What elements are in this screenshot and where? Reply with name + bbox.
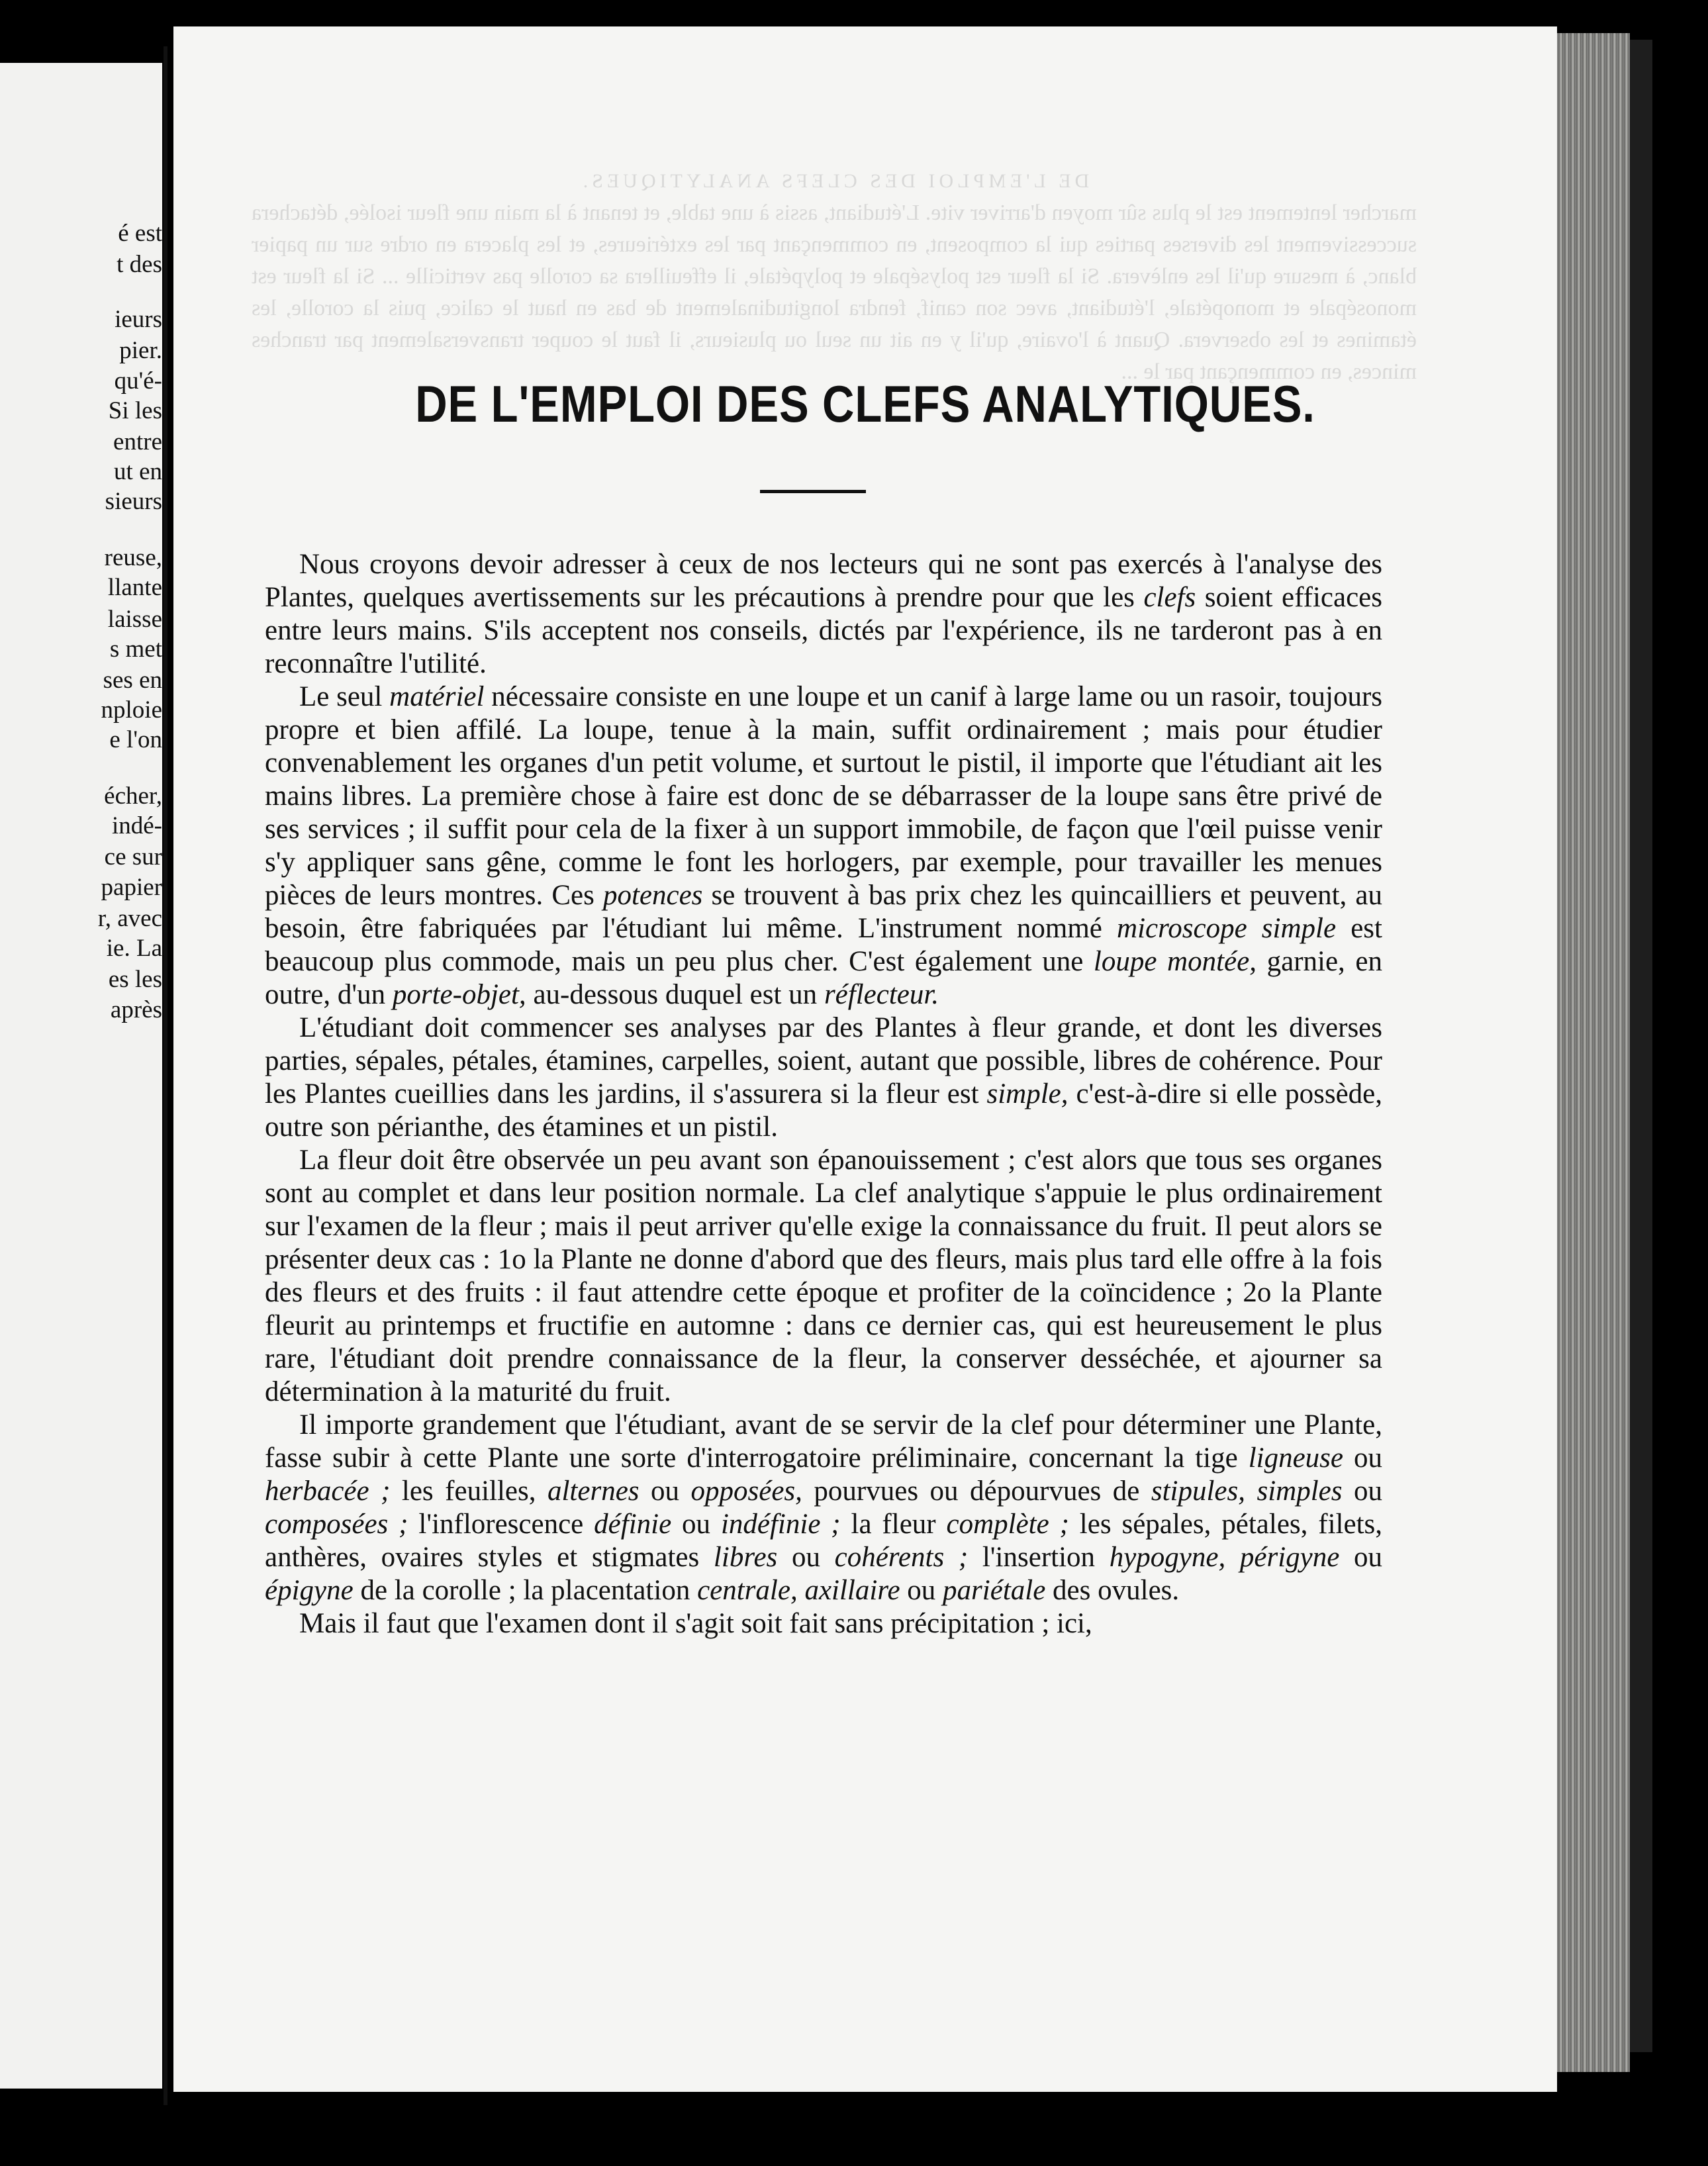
- italic-term: définie: [594, 1509, 672, 1540]
- text-run: Il importe grandement que l'étudiant, avant de se servir de la clef pour déterminer une Plante, fasse subir à cette Plante une sorte d'interrogatoire préliminaire, concernant la tige: [265, 1409, 1382, 1474]
- italic-term: pariétale: [943, 1575, 1046, 1606]
- book-gutter: [164, 46, 167, 2105]
- left-page-line: ie. La: [106, 935, 162, 962]
- left-page-line: pier.: [119, 337, 162, 364]
- left-page-line: écher,: [104, 782, 162, 810]
- paragraph: [265, 1012, 1382, 1144]
- text-run: au-dessous duquel est un: [526, 979, 824, 1010]
- left-page-line: e l'on: [109, 726, 162, 753]
- text-run: les sépales, pétales, filets, anthères, ovaires styles et stigmates: [265, 1509, 1383, 1573]
- text-run: de la corolle ; la placentation: [353, 1575, 698, 1606]
- book-cover-edge: [1630, 40, 1652, 2052]
- text-run: ou: [900, 1575, 943, 1606]
- left-page-line: laisse: [107, 606, 162, 633]
- text-run: Nous croyons devoir adresser à ceux de nos lecteurs qui ne sont pas exercés à l'analyse des Plantes, quelques avertissements sur les précautions à prendre pour que les: [265, 549, 1382, 613]
- italic-term: ligneuse: [1248, 1442, 1343, 1474]
- text-run: ou: [1343, 1442, 1383, 1474]
- bleed-body: marcher lentement est le plus sûr moyen d'arriver vite. L'étudiant, assis à une table, et tenant à la main une fleur isolée, détachera successivement les diverses parties qui la composent, en commençant par les extérieures, et les placera en ordre sur un papier blanc, à mesure qu'il les enlèvera. Si la fleur est polysépale et polypétale, il effeuillera sa corolle pas verticille ... Si la fleur est monosépale et monopétale, l'étudiant, avec son canif, fendra longitudinalement de bas en haut le calice, puis la corolle, les étamines et les observera. Quant à l'ovaire, qu'il y en ait un seul ou plusieurs, il faut le couper transversalement par tranches minces, en commençant par le ...: [252, 201, 1417, 384]
- text-run: les feuilles,: [390, 1476, 547, 1507]
- italic-term: indéfinie ;: [720, 1509, 841, 1540]
- left-page-line: ce sur: [104, 843, 162, 871]
- italic-term: herbacée ;: [265, 1476, 391, 1507]
- left-page-line: es les: [108, 966, 162, 993]
- italic-term: centrale, axillaire: [697, 1575, 900, 1606]
- left-page-line: ieurs: [115, 306, 162, 333]
- text-run: soient efficaces entre leurs mains. S'ils acceptent nos conseils, dictés par l'expérience, ils ne tarderont pas à en reconnaître l'utilité.: [265, 582, 1382, 679]
- left-page-line: sieurs: [105, 488, 162, 515]
- paragraph: [265, 1409, 1382, 1607]
- italic-term: opposées,: [690, 1476, 802, 1507]
- left-page-line: llante: [107, 574, 162, 601]
- text-run: l'insertion: [968, 1542, 1110, 1573]
- italic-term: loupe montée,: [1093, 946, 1257, 977]
- italic-term: matériel: [389, 681, 485, 712]
- italic-term: simple,: [986, 1078, 1068, 1109]
- italic-term: réflecteur.: [824, 979, 939, 1010]
- left-page-line: indé-: [111, 812, 162, 839]
- italic-term: clefs: [1143, 582, 1196, 613]
- left-page-line: papier: [101, 874, 162, 901]
- left-page-line: é est: [118, 220, 162, 247]
- italic-term: libres: [713, 1542, 778, 1573]
- title-rule: [760, 490, 866, 493]
- text-run: Mais il faut que l'examen dont il s'agit soit fait sans précipitation ; ici,: [299, 1608, 1092, 1639]
- italic-term: épigyne: [265, 1575, 354, 1606]
- paragraph: [265, 1144, 1382, 1409]
- text-run: ou: [639, 1476, 691, 1507]
- left-page-line: entre: [113, 428, 162, 455]
- italic-term: porte-objet,: [392, 979, 526, 1010]
- text-run: pourvues ou dépourvues de: [802, 1476, 1151, 1507]
- left-page-line: ses en: [103, 667, 162, 694]
- body-text: [265, 548, 1382, 1640]
- left-page-line: r, avec: [97, 905, 162, 932]
- paragraph: [265, 548, 1382, 681]
- text-run: la fleur: [840, 1509, 947, 1540]
- left-page-fragment: [0, 63, 162, 2089]
- text-run: se trouvent à bas prix chez les quincailliers et peuvent, au besoin, être fabriquées par l'étudiant lui même. L'instrument nommé: [265, 880, 1383, 944]
- bleed-running-head: DE L'EMPLOI DES CLEFS ANALYTIQUES.: [579, 170, 1090, 192]
- bleed-through-text: [252, 165, 1417, 523]
- text-run: La fleur doit être observée un peu avant son épanouissement ; c'est alors que tous ses organes sont au complet et dans leur position normale. La clef analytique s'appuie le plus ordinairement sur l'examen de la fleur ; mais il peut arriver qu'elle exige la connaissance du fruit. Il peut alors se présenter deux cas : 1o la Plante ne donne d'abord que des fleurs, mais plus tard elle offre à la fois des fleurs et des fruits : il faut attendre cette époque et profiter de la coïncidence ; 2o la Plante fleurit au printemps et fructifie en automne : dans ce dernier cas, qui est heureusement le plus rare, l'étudiant doit prendre connaissance de la fleur, la conserver desséchée, et ajourner sa détermination à la maturité du fruit.: [265, 1145, 1382, 1407]
- text-run: nécessaire consiste en une loupe et un canif à large lame ou un rasoir, toujours propre et bien affilé. La loupe, tenue à la main, suffit ordinairement ; mais pour étudier convenablement les organes d'un petit volume, et surtout le pistil, il importe que l'étudiant ait les mains libres. La première chose à faire est donc de se débarrasser de la loupe sans être privé de ses services ; il suffit pour cela de la fixer à un support immobile, de façon que l'œil puisse venir s'y appliquer sans gêne, comme le font les horlogers, par exemple, pour travailler les menues pièces de leurs montres. Ces: [265, 681, 1382, 911]
- page-edges: [1557, 33, 1630, 2072]
- page-title: DE L'EMPLOI DES CLEFS ANALYTIQUES.: [415, 375, 1315, 433]
- text-run: ou: [671, 1509, 721, 1540]
- text-run: garnie, en outre, d'un: [265, 946, 1383, 1010]
- text-run: L'étudiant doit commencer ses analyses par des Plantes à fleur grande, et dont les diverses parties, sépales, pétales, étamines, carpelles, soient, autant que possible, libres de cohérence. Pour les Plantes cueillies dans les jardins, il s'assurera si la fleur est: [265, 1012, 1382, 1109]
- text-run: ou: [777, 1542, 835, 1573]
- text-run: l'inflorescence: [408, 1509, 594, 1540]
- text-run: ou: [1342, 1476, 1382, 1507]
- text-run: ou: [1339, 1542, 1382, 1573]
- italic-term: complète ;: [946, 1509, 1069, 1540]
- left-page-line: après: [110, 996, 162, 1023]
- text-run: Le seul: [299, 681, 390, 712]
- left-page-line: Si les: [108, 397, 162, 424]
- italic-term: composées ;: [265, 1509, 408, 1540]
- paragraph: [265, 681, 1382, 1012]
- italic-term: stipules, simples: [1151, 1476, 1343, 1507]
- left-page-line: qu'é-: [114, 367, 162, 395]
- left-page-line: ut en: [114, 458, 162, 485]
- left-page-line: nploie: [101, 696, 162, 724]
- left-page-line: t des: [117, 251, 162, 278]
- italic-term: cohérents ;: [834, 1542, 969, 1573]
- italic-term: hypogyne, périgyne: [1109, 1542, 1340, 1573]
- italic-term: alternes: [547, 1476, 640, 1507]
- text-run: c'est-à-dire si elle possède, outre son périanthe, des étamines et un pistil.: [265, 1078, 1382, 1143]
- italic-term: microscope simple: [1117, 913, 1337, 944]
- paragraph: [265, 1607, 1382, 1640]
- left-page-line: s met: [109, 636, 162, 663]
- text-run: des ovules.: [1045, 1575, 1180, 1606]
- text-run: est beaucoup plus commode, mais un peu plus cher. C'est également une: [265, 913, 1382, 977]
- italic-term: potences: [602, 880, 703, 911]
- left-page-line: reuse,: [104, 544, 162, 571]
